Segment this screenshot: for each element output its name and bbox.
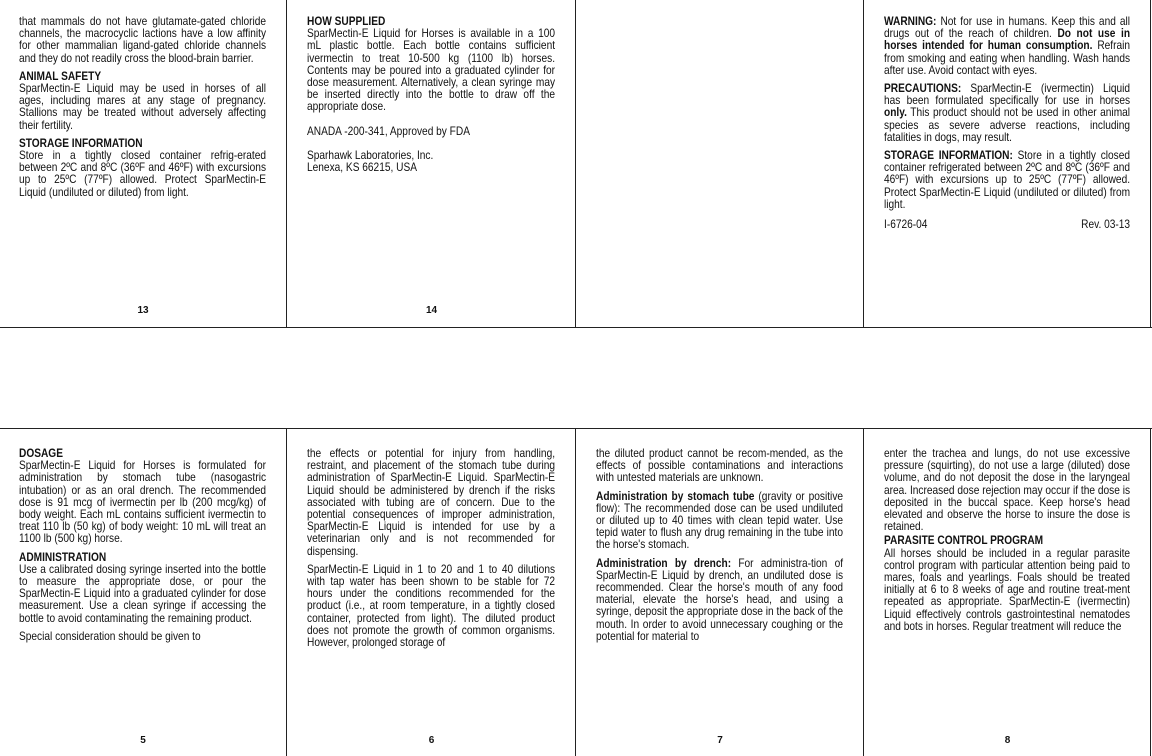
panel-page-8 [865, 447, 1150, 756]
animal-safety-heading: ANIMAL SAFETY [19, 68, 102, 83]
page-number: 13 [137, 305, 149, 316]
drench-paragraph [596, 557, 843, 642]
document-code: I-6726-04 [884, 217, 928, 232]
fold-line-top-1 [286, 0, 287, 328]
fold-line-bottom-4 [1150, 428, 1151, 756]
dosage-text: SparMectin-E Liquid for Horses is formulated for administration by stomach tube (nasogastric intubation) or as an oral drench. The recommended dose is 91 mcg of ivermectin per lb (200 mcg/kg) of body weight. Each mL contains sufficient ivermectin to treat 110 lb (50 kg) of body weight: 10 mL will treat an 1100 lb (500 kg) horse. [19, 458, 267, 546]
special-consideration-text: Special consideration should be given to [19, 628, 201, 643]
document-footer [884, 218, 1130, 230]
administration-text: Use a calibrated dosing syringe inserted into the bottle to measure the appropriate dose, or pour the SparMectin-E Liquid into a graduated cylinder for dose measurement. Use a clean syringe if accessing the bottle to avoid contaminating the remaining product. [19, 561, 267, 625]
storage-text: Store in a tightly closed container refrig-erated between 2ºC and 8ºC (36ºF and 46ºF) with excursions up to 25ºC (77ºF) allowed. Protect SparMectin-E Liquid (undiluted or diluted) from light. [19, 148, 267, 199]
fold-line-bottom-3 [863, 428, 864, 756]
page-number: 8 [1004, 735, 1011, 746]
page-number: 5 [140, 735, 146, 746]
parasite-control-text: All horses should be included in a regular parasite control program with particular attention being paid to mares, foals and yearlings. Foals should be treated initially at 6 to 8 weeks of age and routine treat-ment repeated as appropriate. SparMectin-E (ivermectin) Liquid effectively controls gastrointestinal nematodes and bots in horses. Regular treatment will reduce the [884, 545, 1131, 633]
panel-page-13 [0, 15, 286, 327]
administration-heading: ADMINISTRATION [19, 549, 107, 564]
fold-line-bottom-1 [286, 428, 287, 756]
panel-page-14 [288, 15, 575, 327]
revision-label: Rev. 03-13 [1081, 217, 1131, 232]
stomach-tube-text: (gravity or positive flow): The recommended dose can be used undiluted or diluted up to 40 times with clean tepid water. Use tepid water to flush any drug remaining in the tube into the horse's stomach. [596, 488, 844, 552]
page-13-lead-text: that mammals do not have glutamate-gated chloride channels, the macrocyclic lactions have a low affinity for other mammalian ligand-gated chloride channels and they do not readily cross the blood-brain barrier. [19, 14, 267, 65]
fda-approval: ANADA -200-341, Approved by FDA [307, 123, 470, 138]
how-supplied-heading: HOW SUPPLIED [307, 14, 386, 28]
warning-label: WARNING: [884, 14, 937, 28]
company-address: Lenexa, KS 66215, USA [307, 160, 417, 175]
panel-page-7 [577, 447, 863, 756]
drench-label: Administration by drench: [596, 555, 732, 570]
storage-heading: STORAGE INFORMATION [19, 135, 143, 150]
parasite-control-heading: PARASITE CONTROL PROGRAM [884, 533, 1044, 548]
warning-text-1: Not for use in humans. Keep this and all drugs out of the reach of children. [884, 14, 1131, 41]
precautions-paragraph [884, 82, 1130, 143]
warning-paragraph [884, 15, 1130, 76]
dosage-heading: DOSAGE [19, 446, 63, 460]
panel-page-5 [0, 447, 286, 756]
fold-line-top-3 [863, 0, 864, 328]
page-6-paragraph-1: the effects or potential for injury from handling, restraint, and placement of the stomach tube during administration of SparMectin-E Liquid. SparMectin-E Liquid should be administered by drench if the risks associated with tubing are of concern. Due to the potential consequences of improper administration, SparMectin-E Liquid is intended for use by a veterinarian only and is not recommended for dispensing. [307, 446, 556, 558]
panel-back-cover [865, 15, 1150, 327]
warning-text-2: Refrain from smoking and eating when handling. Wash hands after use. Avoid contact with eyes. [884, 38, 1131, 77]
cut-line-bottom [0, 428, 1152, 429]
fold-line-bottom-2 [575, 428, 576, 756]
panel-page-6 [288, 447, 575, 756]
precautions-bold-text: only. [884, 105, 907, 120]
panel-blank [577, 15, 863, 327]
warning-bold-text: Do not use in horses intended for human consumption. [884, 26, 1131, 53]
stomach-tube-label: Administration by stomach tube [596, 488, 755, 503]
storage-label: STORAGE INFORMATION: [884, 148, 1013, 163]
animal-safety-text: SparMectin-E Liquid may be used in horses of all ages, including mares at any stage of pregnancy. Stallions may be treated without adversely affecting their fertility. [19, 81, 267, 132]
storage-text: Store in a tightly closed container refrigerated between 2ºC and 8ºC (36ºF and 46ºF) with excursions up to 25ºC (77ºF) allowed. Protect SparMectin-E Liquid (undiluted or diluted) from light. [884, 148, 1131, 211]
how-supplied-text: SparMectin-E Liquid for Horses is available in a 100 mL plastic bottle. Each bottle contains sufficient ivermectin to treat 10-500 kg (1100 lb) horses. Contents may be poured into a graduated cylinder for dose measurement. Alternatively, a clean syringe may be inserted directly into the bottle to draw off the appropriate dose. [307, 26, 556, 114]
page-7-paragraph-1: the diluted product cannot be recom-mended, as the effects of possible contaminations and interactions with untested materials are unknown. [596, 446, 844, 485]
precautions-text-1: SparMectin-E (ivermectin) Liquid has been formulated specifically for use in horses [884, 81, 1131, 108]
cut-line-top [0, 327, 1152, 328]
drench-text: For administra-tion of SparMectin-E Liquid by drench, an undiluted dose is recommended. Clear the horse's mouth of any food material, elevate the horse's head, and using a syringe, deposit the appropriate dose in the back of the mouth. In order to avoid unnecessary coughing or the potential for material to [596, 555, 844, 643]
stomach-tube-paragraph [596, 490, 843, 551]
page-number: 6 [428, 735, 435, 746]
fold-line-top-2 [575, 0, 576, 328]
company-name: Sparhawk Laboratories, Inc. [307, 147, 434, 162]
page-6-paragraph-2: SparMectin-E Liquid in 1 to 20 and 1 to 40 dilutions with tap water has been shown to be stable for 72 hours under the conditions recommended for the product (i.e., at room temperature, in a tightly closed container, protected from light). The diluted product does not promote the growth of common organisms. However, prolonged storage of [307, 561, 556, 650]
page-number: 7 [717, 735, 723, 746]
page-number: 14 [425, 305, 438, 316]
precautions-text-2: This product should not be used in other animal species as severe adverse reactions, including fatalities in dogs, may result. [884, 105, 1131, 144]
page-8-paragraph-1: enter the trachea and lungs, do not use excessive pressure (squirting), do not use a large (diluted) dose volume, and do not deposit the dose in the laryngeal area. Increased dose rejection may occur if the dose is deposited in the buccal space. Keep horse's head elevated and observe the horse to insure the dose is retained. [884, 446, 1131, 534]
precautions-label: PRECAUTIONS: [884, 81, 962, 96]
storage-paragraph [884, 149, 1130, 210]
fold-line-top-4 [1150, 0, 1151, 328]
